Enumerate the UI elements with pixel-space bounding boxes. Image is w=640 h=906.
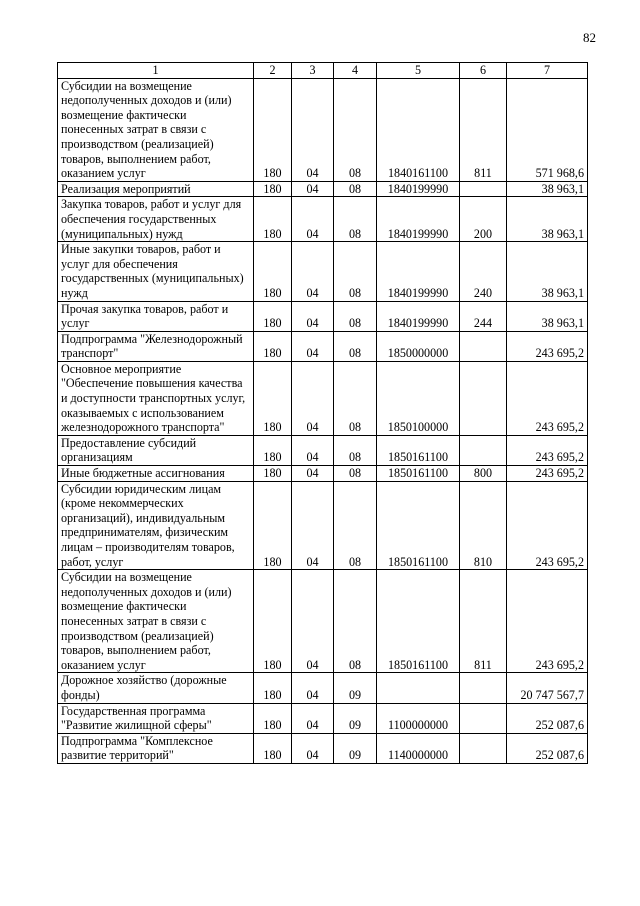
code-cell: 180 [254, 481, 292, 570]
target-item-cell: 1840199990 [377, 301, 460, 331]
code-cell: 180 [254, 673, 292, 703]
expense-type-cell [460, 181, 507, 197]
header-cell: 1 [58, 63, 254, 79]
amount-cell: 243 695,2 [507, 481, 588, 570]
table-row [58, 181, 588, 197]
expense-type-cell: 200 [460, 197, 507, 242]
code-cell: 180 [254, 733, 292, 763]
row-name-cell: Иные закупки товаров, работ и услуг для обеспечения государственных (муниципальных) нужд [58, 242, 254, 301]
row-name-cell: Предоставление субсидий организациям [58, 435, 254, 465]
subsection-cell: 08 [334, 570, 377, 673]
expense-type-cell: 811 [460, 78, 507, 181]
target-item-cell: 1840199990 [377, 242, 460, 301]
code-cell: 180 [254, 301, 292, 331]
amount-cell: 38 963,1 [507, 181, 588, 197]
expense-type-cell [460, 361, 507, 435]
section-cell: 04 [292, 703, 334, 733]
amount-cell: 243 695,2 [507, 331, 588, 361]
section-cell: 04 [292, 570, 334, 673]
table-row [58, 331, 588, 361]
table-row [58, 733, 588, 763]
header-cell: 6 [460, 63, 507, 79]
table-row [58, 435, 588, 465]
amount-cell: 38 963,1 [507, 242, 588, 301]
section-cell: 04 [292, 331, 334, 361]
table-row [58, 242, 588, 301]
subsection-cell: 08 [334, 481, 377, 570]
budget-table [57, 62, 588, 764]
table-row [58, 361, 588, 435]
code-cell: 180 [254, 197, 292, 242]
target-item-cell: 1850000000 [377, 331, 460, 361]
code-cell: 180 [254, 435, 292, 465]
subsection-cell: 08 [334, 78, 377, 181]
subsection-cell: 08 [334, 181, 377, 197]
code-cell: 180 [254, 242, 292, 301]
subsection-cell: 08 [334, 435, 377, 465]
table-row [58, 78, 588, 181]
target-item-cell: 1840199990 [377, 181, 460, 197]
expense-type-cell: 800 [460, 466, 507, 482]
expense-type-cell: 244 [460, 301, 507, 331]
row-name-cell: Дорожное хозяйство (дорожные фонды) [58, 673, 254, 703]
row-name-cell: Государственная программа "Развитие жилищной сферы" [58, 703, 254, 733]
expense-type-cell [460, 435, 507, 465]
code-cell: 180 [254, 703, 292, 733]
expense-type-cell [460, 673, 507, 703]
row-name-cell: Основное мероприятие "Обеспечение повышения качества и доступности транспортных услуг, оказываемых с использованием железнодорожного транспорта" [58, 361, 254, 435]
section-cell: 04 [292, 78, 334, 181]
code-cell: 180 [254, 361, 292, 435]
target-item-cell: 1140000000 [377, 733, 460, 763]
expense-type-cell: 240 [460, 242, 507, 301]
row-name-cell: Субсидии на возмещение недополученных доходов и (или) возмещение фактически понесенных затрат в связи с производством (реализацией) товаров, выполнением работ, оказанием услуг [58, 570, 254, 673]
amount-cell: 243 695,2 [507, 570, 588, 673]
header-cell: 7 [507, 63, 588, 79]
row-name-cell: Реализация мероприятий [58, 181, 254, 197]
amount-cell: 252 087,6 [507, 703, 588, 733]
section-cell: 04 [292, 733, 334, 763]
code-cell: 180 [254, 466, 292, 482]
subsection-cell: 08 [334, 242, 377, 301]
target-item-cell: 1850100000 [377, 361, 460, 435]
subsection-cell: 08 [334, 301, 377, 331]
section-cell: 04 [292, 197, 334, 242]
table-row [58, 673, 588, 703]
target-item-cell: 1840199990 [377, 197, 460, 242]
row-name-cell: Субсидии на возмещение недополученных доходов и (или) возмещение фактически понесенных затрат в связи с производством (реализацией) товаров, выполнением работ, оказанием услуг [58, 78, 254, 181]
header-cell: 2 [254, 63, 292, 79]
subsection-cell: 08 [334, 361, 377, 435]
row-name-cell: Субсидии юридическим лицам (кроме некоммерческих организаций), индивидуальным предпринимателям, физическим лицам – производителям товаров, работ, услуг [58, 481, 254, 570]
row-name-cell: Закупка товаров, работ и услуг для обеспечения государственных (муниципальных) нужд [58, 197, 254, 242]
amount-cell: 252 087,6 [507, 733, 588, 763]
row-name-cell: Подпрограмма "Комплексное развитие территорий" [58, 733, 254, 763]
row-name-cell: Прочая закупка товаров, работ и услуг [58, 301, 254, 331]
section-cell: 04 [292, 301, 334, 331]
target-item-cell: 1850161100 [377, 466, 460, 482]
table-row [58, 481, 588, 570]
subsection-cell: 09 [334, 673, 377, 703]
amount-cell: 243 695,2 [507, 435, 588, 465]
section-cell: 04 [292, 361, 334, 435]
section-cell: 04 [292, 435, 334, 465]
table-row [58, 703, 588, 733]
table-header-row [58, 63, 588, 79]
subsection-cell: 08 [334, 331, 377, 361]
header-cell: 3 [292, 63, 334, 79]
expense-type-cell [460, 331, 507, 361]
amount-cell: 243 695,2 [507, 361, 588, 435]
subsection-cell: 09 [334, 733, 377, 763]
target-item-cell: 1850161100 [377, 435, 460, 465]
target-item-cell: 1100000000 [377, 703, 460, 733]
table-row [58, 301, 588, 331]
expense-type-cell [460, 733, 507, 763]
subsection-cell: 09 [334, 703, 377, 733]
target-item-cell [377, 673, 460, 703]
section-cell: 04 [292, 673, 334, 703]
row-name-cell: Иные бюджетные ассигнования [58, 466, 254, 482]
section-cell: 04 [292, 481, 334, 570]
row-name-cell: Подпрограмма "Железнодорожный транспорт" [58, 331, 254, 361]
section-cell: 04 [292, 242, 334, 301]
table-row [58, 466, 588, 482]
code-cell: 180 [254, 78, 292, 181]
code-cell: 180 [254, 331, 292, 361]
code-cell: 180 [254, 570, 292, 673]
target-item-cell: 1840161100 [377, 78, 460, 181]
amount-cell: 38 963,1 [507, 197, 588, 242]
amount-cell: 571 968,6 [507, 78, 588, 181]
amount-cell: 38 963,1 [507, 301, 588, 331]
amount-cell: 243 695,2 [507, 466, 588, 482]
header-cell: 5 [377, 63, 460, 79]
section-cell: 04 [292, 466, 334, 482]
subsection-cell: 08 [334, 197, 377, 242]
code-cell: 180 [254, 181, 292, 197]
subsection-cell: 08 [334, 466, 377, 482]
target-item-cell: 1850161100 [377, 481, 460, 570]
table-row [58, 197, 588, 242]
expense-type-cell: 810 [460, 481, 507, 570]
page-number: 82 [583, 30, 596, 45]
expense-type-cell: 811 [460, 570, 507, 673]
target-item-cell: 1850161100 [377, 570, 460, 673]
header-cell: 4 [334, 63, 377, 79]
section-cell: 04 [292, 181, 334, 197]
table-row [58, 570, 588, 673]
expense-type-cell [460, 703, 507, 733]
amount-cell: 20 747 567,7 [507, 673, 588, 703]
